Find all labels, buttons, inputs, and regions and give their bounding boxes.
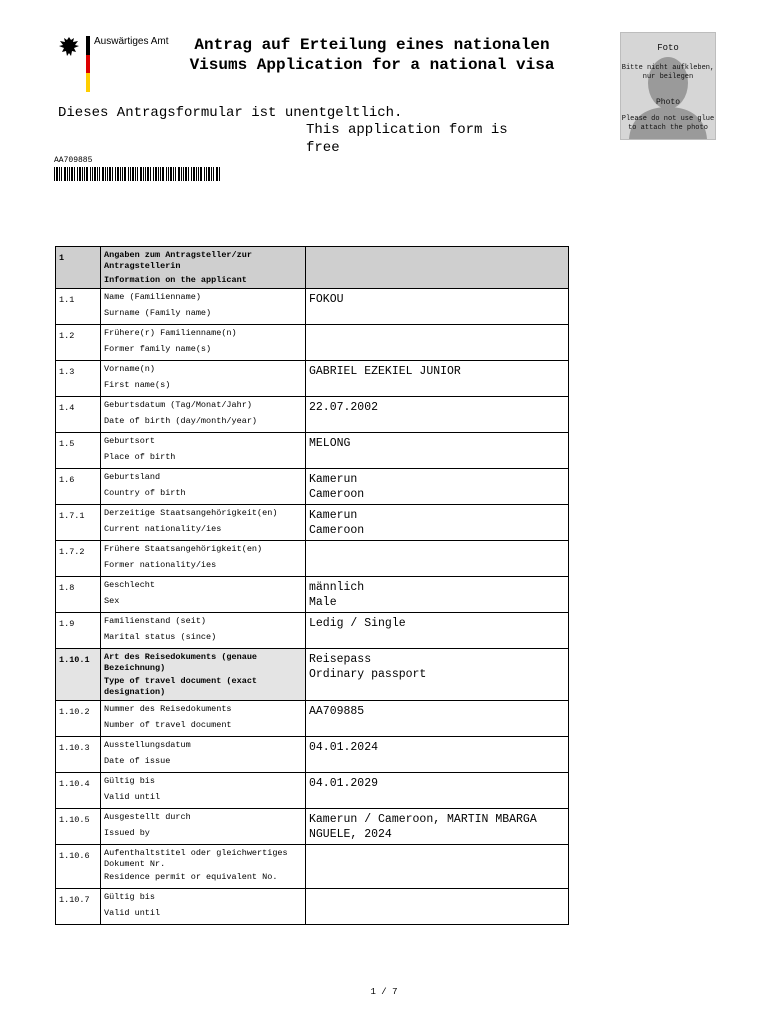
field-value: 04.01.2029 — [306, 773, 569, 809]
section-header-row — [56, 247, 569, 289]
photo-note-en: Please do not use glue to attach the photo — [621, 115, 715, 132]
barcode-bar — [122, 167, 123, 181]
field-value: Ledig / Single — [306, 613, 569, 649]
barcode-bar — [160, 167, 161, 181]
form-row — [56, 289, 569, 325]
flag-black-band — [86, 36, 90, 55]
barcode-bar — [128, 167, 129, 181]
barcode-bar — [216, 167, 218, 181]
field-value — [306, 541, 569, 577]
field-number: 1.6 — [56, 469, 101, 505]
field-number: 1.9 — [56, 613, 101, 649]
field-label-en: Country of birth — [104, 488, 186, 498]
section-title-en: Information on the applicant — [104, 275, 247, 285]
form-row — [56, 773, 569, 809]
barcode-bar — [193, 167, 195, 181]
field-label — [101, 325, 306, 361]
barcode-bar — [183, 167, 184, 181]
barcode-bar — [211, 167, 212, 181]
barcode-bar — [135, 167, 136, 181]
field-label-en: Residence permit or equivalent No. — [104, 872, 278, 882]
field-label-de: Nummer des Reisedokuments — [104, 704, 232, 714]
photo-placeholder — [620, 32, 716, 140]
field-label-en: Place of birth — [104, 452, 176, 462]
barcode-bar — [200, 167, 202, 181]
field-number: 1.10.3 — [56, 737, 101, 773]
federal-eagle-icon — [58, 36, 80, 58]
field-label-en: Type of travel document (exact designation) — [104, 676, 258, 697]
barcode-bar — [206, 167, 207, 181]
barcode-bar — [61, 167, 62, 181]
field-label — [101, 469, 306, 505]
barcode-bar — [107, 167, 108, 181]
field-label-en: Valid until — [104, 792, 161, 802]
field-label — [101, 737, 306, 773]
free-notice-de: Dieses Antragsformular ist unentgeltlich. — [58, 105, 403, 121]
barcode-bar — [67, 167, 68, 181]
field-label-de: Familienstand (seit) — [104, 616, 207, 626]
field-value: GABRIEL EZEKIEL JUNIOR — [306, 361, 569, 397]
field-value — [306, 889, 569, 925]
field-label-en: Sex — [104, 596, 120, 606]
field-number: 1.10.6 — [56, 845, 101, 889]
barcode-bar — [117, 167, 119, 181]
barcode-bar — [196, 167, 197, 181]
form-row — [56, 325, 569, 361]
field-label-de: Derzeitige Staatsangehörigkeit(en) — [104, 508, 278, 518]
barcode-bar — [124, 167, 126, 181]
form-row — [56, 433, 569, 469]
field-label-en: First name(s) — [104, 380, 171, 390]
section-number: 1 — [56, 247, 101, 289]
barcode-bar — [185, 167, 187, 181]
barcode-bar — [64, 167, 66, 181]
barcode-bar — [102, 167, 104, 181]
barcode-bar — [178, 167, 180, 181]
barcode-bar — [74, 167, 75, 181]
barcode-bar — [71, 167, 73, 181]
barcode-bar — [86, 167, 88, 181]
field-label-de: Aufenthaltstitel oder gleichwertiges Dokument Nr. — [104, 848, 288, 869]
field-label — [101, 433, 306, 469]
form-row — [56, 505, 569, 541]
form-title: Antrag auf Erteilung eines nationalen Visums Application for a national visa — [189, 36, 555, 74]
barcode — [54, 167, 222, 181]
barcode-bar — [150, 167, 151, 181]
barcode-bar — [59, 167, 60, 181]
field-label — [101, 577, 306, 613]
section-title — [101, 247, 306, 289]
applicant-form-table — [55, 246, 569, 925]
barcode-bar — [198, 167, 199, 181]
form-row — [56, 737, 569, 773]
barcode-bar — [153, 167, 154, 181]
barcode-bar — [137, 167, 138, 181]
barcode-bar — [77, 167, 78, 181]
field-label-de: Frühere(r) Familienname(n) — [104, 328, 237, 338]
barcode-bar — [97, 167, 98, 181]
barcode-bar — [105, 167, 106, 181]
barcode-bar — [140, 167, 142, 181]
field-number: 1.1 — [56, 289, 101, 325]
barcode-bar — [115, 167, 116, 181]
field-number: 1.7.1 — [56, 505, 101, 541]
barcode-bar — [90, 167, 91, 181]
barcode-bar — [158, 167, 159, 181]
field-label-de: Gültig bis — [104, 892, 156, 902]
barcode-bar — [173, 167, 174, 181]
barcode-bar — [219, 167, 220, 181]
field-label — [101, 773, 306, 809]
flag-red-band — [86, 55, 90, 74]
field-number: 1.4 — [56, 397, 101, 433]
field-label-en: Marital status (since) — [104, 632, 217, 642]
field-value — [306, 325, 569, 361]
field-label-en: Date of birth (day/month/year) — [104, 416, 258, 426]
field-value: Kamerun Cameroon — [306, 505, 569, 541]
barcode-bar — [120, 167, 121, 181]
field-number: 1.3 — [56, 361, 101, 397]
section-title-de: Angaben zum Antragsteller/zur Antragstellerin — [104, 250, 252, 271]
field-number: 1.10.5 — [56, 809, 101, 845]
barcode-bar — [79, 167, 81, 181]
field-label — [101, 701, 306, 737]
barcode-bar — [181, 167, 182, 181]
barcode-bar — [69, 167, 70, 181]
field-value: Kamerun / Cameroon, MARTIN MBARGA NGUELE, 2024 — [306, 809, 569, 845]
form-row — [56, 613, 569, 649]
field-label — [101, 361, 306, 397]
field-number: 1.5 — [56, 433, 101, 469]
barcode-bar — [54, 167, 55, 181]
field-label-de: Art des Reisedokuments (genaue Bezeichnung) — [104, 652, 258, 673]
field-value: 22.07.2002 — [306, 397, 569, 433]
field-value: Reisepass Ordinary passport — [306, 649, 569, 701]
barcode-bar — [132, 167, 134, 181]
barcode-bar — [109, 167, 111, 181]
form-row — [56, 889, 569, 925]
barcode-bar — [213, 167, 214, 181]
document-number: AA709885 — [54, 156, 93, 165]
barcode-bar — [84, 167, 85, 181]
field-label-de: Gültig bis — [104, 776, 156, 786]
barcode-bar — [145, 167, 146, 181]
field-number: 1.10.7 — [56, 889, 101, 925]
field-label-en: Former family name(s) — [104, 344, 212, 354]
field-number: 1.10.1 — [56, 649, 101, 701]
free-notice-en: This application form is free — [306, 122, 508, 156]
barcode-bar — [168, 167, 169, 181]
barcode-bar — [130, 167, 131, 181]
form-row — [56, 541, 569, 577]
section-header-spacer — [306, 247, 569, 289]
field-label-de: Ausstellungsdatum — [104, 740, 191, 750]
photo-note-de: Bitte nicht aufkleben, nur beilegen — [621, 64, 715, 81]
flag-gold-band — [86, 73, 90, 92]
form-row — [56, 701, 569, 737]
form-row — [56, 361, 569, 397]
field-label — [101, 809, 306, 845]
barcode-bar — [92, 167, 93, 181]
field-label — [101, 889, 306, 925]
field-number: 1.8 — [56, 577, 101, 613]
photo-label-de: Foto — [657, 43, 679, 53]
barcode-bar — [208, 167, 210, 181]
field-label-de: Frühere Staatsangehörigkeit(en) — [104, 544, 263, 554]
field-label — [101, 845, 306, 889]
barcode-bar — [147, 167, 149, 181]
field-label-en: Date of issue — [104, 756, 171, 766]
form-row — [56, 397, 569, 433]
field-value: AA709885 — [306, 701, 569, 737]
field-label-de: Name (Familienname) — [104, 292, 201, 302]
german-flag-stripe — [86, 36, 90, 92]
field-label-de: Geschlecht — [104, 580, 156, 590]
field-label-de: Ausgestellt durch — [104, 812, 191, 822]
field-label-en: Issued by — [104, 828, 150, 838]
barcode-bar — [204, 167, 205, 181]
field-value: 04.01.2024 — [306, 737, 569, 773]
field-value: MELONG — [306, 433, 569, 469]
barcode-bar — [82, 167, 83, 181]
field-label — [101, 505, 306, 541]
page-number: 1 / 7 — [370, 987, 398, 997]
field-number: 1.2 — [56, 325, 101, 361]
field-label-en: Current nationality/ies — [104, 524, 222, 534]
field-label-en: Former nationality/ies — [104, 560, 217, 570]
barcode-bar — [162, 167, 164, 181]
barcode-bar — [175, 167, 176, 181]
field-label-de: Geburtsdatum (Tag/Monat/Jahr) — [104, 400, 252, 410]
barcode-bar — [99, 167, 100, 181]
field-number: 1.10.4 — [56, 773, 101, 809]
field-value — [306, 845, 569, 889]
field-label — [101, 541, 306, 577]
field-value: männlich Male — [306, 577, 569, 613]
barcode-bar — [143, 167, 144, 181]
barcode-bar — [166, 167, 167, 181]
barcode-bar — [112, 167, 113, 181]
field-value: Kamerun Cameroon — [306, 469, 569, 505]
auswaertiges-amt-logo — [58, 36, 178, 94]
photo-label-en: Photo — [655, 98, 680, 107]
field-label-en: Valid until — [104, 908, 161, 918]
field-label — [101, 649, 306, 701]
barcode-bar — [155, 167, 157, 181]
barcode-bar — [191, 167, 192, 181]
field-label-en: Surname (Family name) — [104, 308, 212, 318]
barcode-bar — [56, 167, 58, 181]
form-row — [56, 845, 569, 889]
field-number: 1.7.2 — [56, 541, 101, 577]
barcode-bar — [94, 167, 96, 181]
field-label — [101, 397, 306, 433]
field-value: FOKOU — [306, 289, 569, 325]
field-label-de: Geburtsland — [104, 472, 161, 482]
form-row — [56, 809, 569, 845]
field-label-en: Number of travel document — [104, 720, 232, 730]
form-row — [56, 469, 569, 505]
barcode-bar — [170, 167, 172, 181]
form-row — [56, 649, 569, 701]
field-label-de: Geburtsort — [104, 436, 156, 446]
field-label — [101, 613, 306, 649]
field-number: 1.10.2 — [56, 701, 101, 737]
barcode-bar — [188, 167, 189, 181]
brand-name: Auswärtiges Amt — [94, 36, 169, 47]
field-label — [101, 289, 306, 325]
form-row — [56, 577, 569, 613]
field-label-de: Vorname(n) — [104, 364, 156, 374]
